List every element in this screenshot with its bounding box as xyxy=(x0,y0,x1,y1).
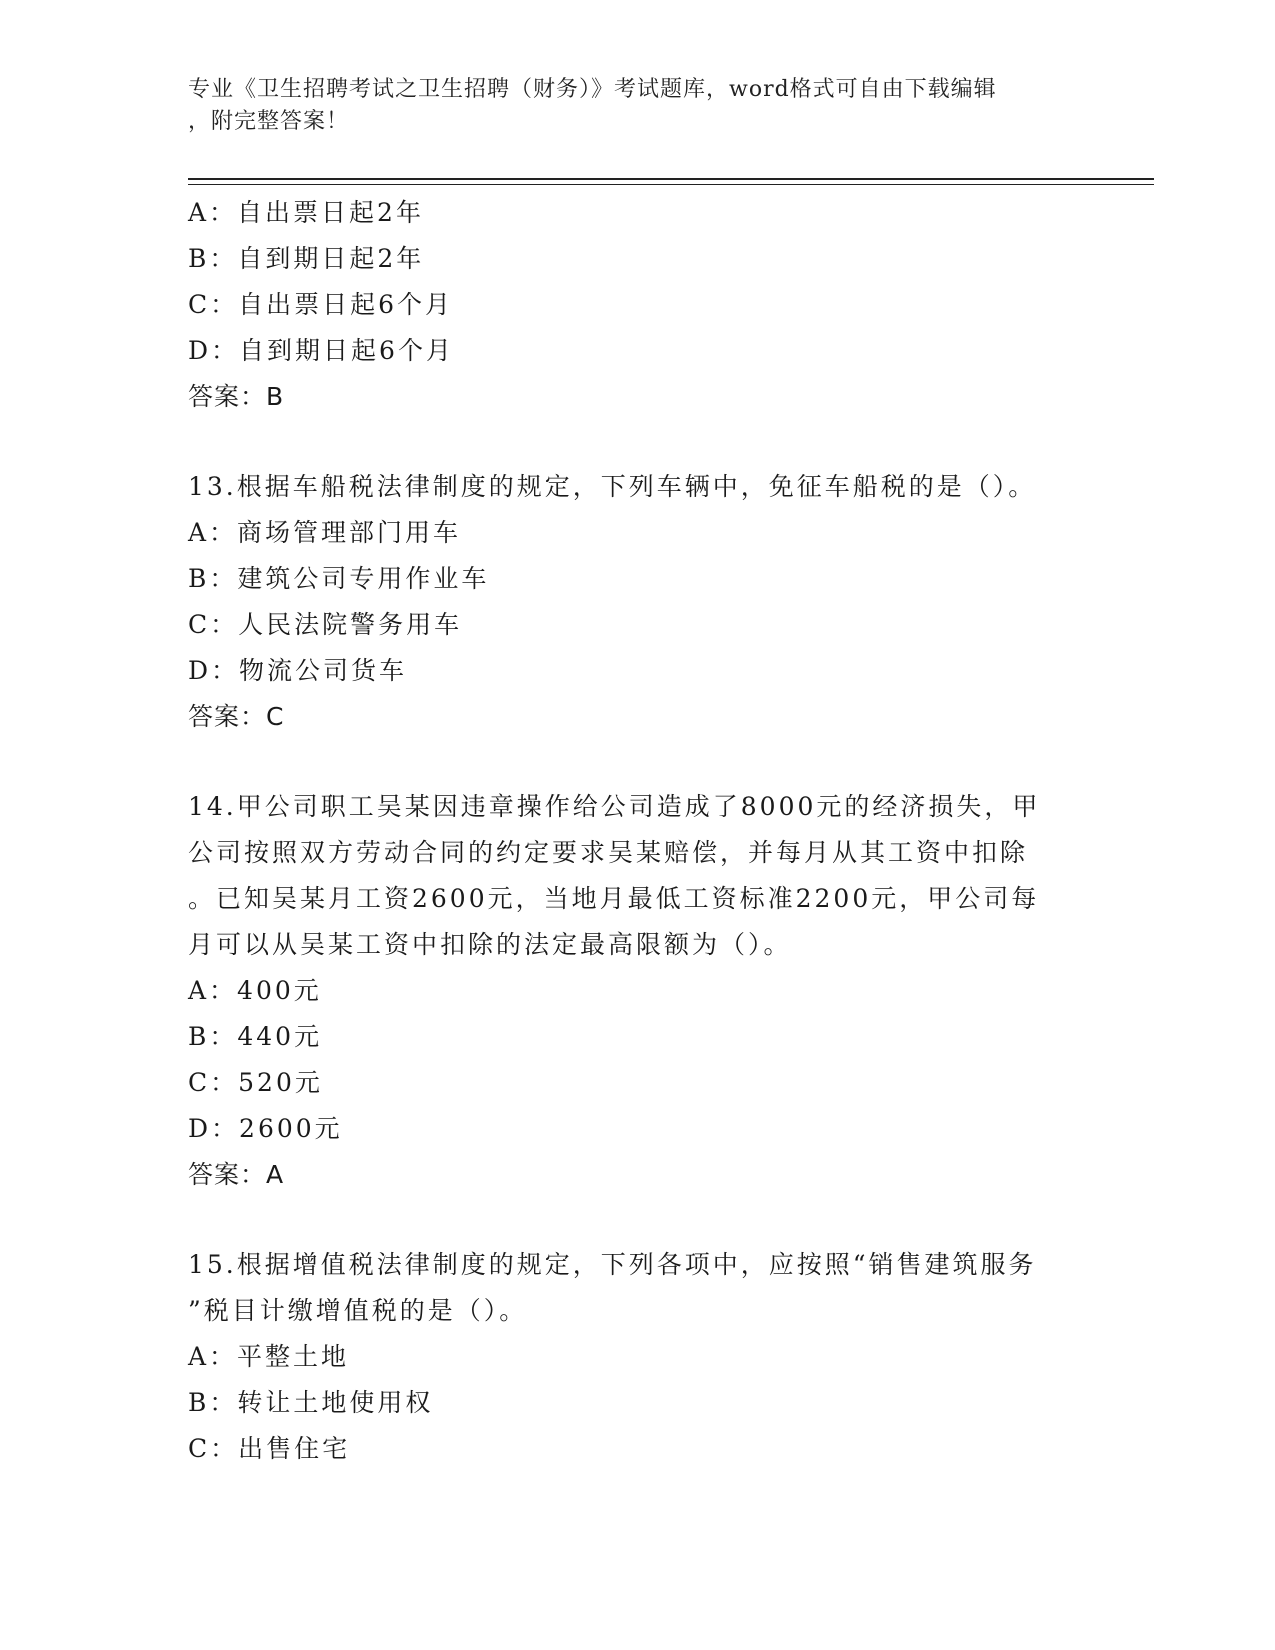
option-b: B：440元 xyxy=(188,1022,323,1051)
option-c: C：出售住宅 xyxy=(188,1434,351,1463)
option-c: C：520元 xyxy=(188,1068,323,1097)
question-list xyxy=(188,190,1088,1472)
answer: 答案：B xyxy=(188,382,285,411)
header-line-2: ，附完整答案！ xyxy=(188,109,350,134)
option-b: B：转让土地使用权 xyxy=(188,1388,434,1417)
option-a: A：平整土地 xyxy=(188,1342,350,1371)
header-line-1: 专业《卫生招聘考试之卫生招聘（财务）》考试题库，word格式可自由下载编辑 xyxy=(188,77,997,102)
option-a: A：自出票日起2年 xyxy=(188,198,424,227)
header-divider-thick xyxy=(188,178,1154,180)
answer: 答案：C xyxy=(188,702,285,731)
option-d: D：自到期日起6个月 xyxy=(188,336,454,365)
option-c: C：自出票日起6个月 xyxy=(188,290,454,319)
option-a: A：400元 xyxy=(188,976,322,1005)
question-stem: 15.根据增值税法律制度的规定，下列各项中，应按照“销售建筑服务 ”税目计缴增值税的是（）。 xyxy=(188,1250,1037,1325)
question-15 xyxy=(188,1242,1088,1472)
option-b: B：建筑公司专用作业车 xyxy=(188,564,490,593)
question-stem: 14.甲公司职工吴某因违章操作给公司造成了8000元的经济损失，甲 公司按照双方劳动合同的约定要求吴某赔偿，并每月从其工资中扣除 。已知吴某月工资2600元，当地月最低工资标准2200元，甲公司每 月可以从吴某工资中扣除的法定最高限额为（）。 xyxy=(188,792,1041,959)
option-d: D：物流公司货车 xyxy=(188,656,408,685)
question-14 xyxy=(188,784,1088,1198)
document-header xyxy=(188,74,1068,138)
option-a: A：商场管理部门用车 xyxy=(188,518,462,547)
header-divider-thin xyxy=(188,184,1154,185)
question-13 xyxy=(188,464,1088,740)
option-b: B：自到期日起2年 xyxy=(188,244,425,273)
option-d: D：2600元 xyxy=(188,1114,343,1143)
answer: 答案：A xyxy=(188,1160,285,1189)
option-c: C：人民法院警务用车 xyxy=(188,610,463,639)
question-stem: 13.根据车船税法律制度的规定，下列车辆中，免征车船税的是（）。 xyxy=(188,472,1037,501)
question-12-continued xyxy=(188,190,1088,420)
